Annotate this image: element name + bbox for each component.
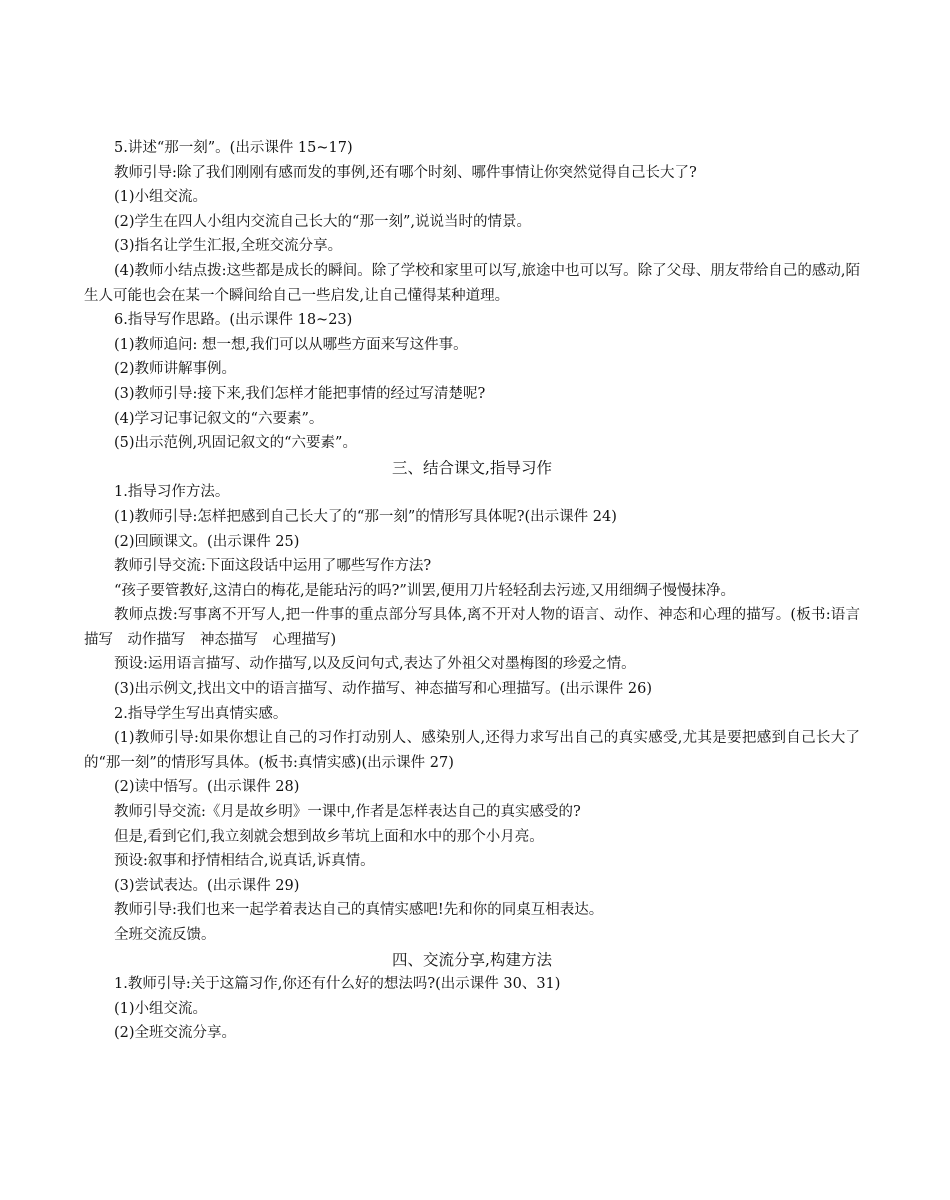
teacher-guide-text: 教师引导:除了我们刚刚有感而发的事例,还有哪个时刻、哪件事情让你突然觉得自己长大了?	[114, 164, 697, 181]
list-item: (3)出示例文,找出文中的语言描写、动作描写、神态描写和心理描写。(出示课件 26)	[114, 681, 653, 698]
list-item: (1)小组交流。	[114, 1000, 208, 1017]
body-text: 全班交流反馈。	[114, 927, 216, 943]
step-1-title: 1.教师引导:关于这篇习作,你还有什么好的想法吗?(出示课件 30、31)	[114, 976, 561, 993]
list-item: (3)尝试表达。(出示课件 29)	[114, 877, 300, 894]
list-item: (1)小组交流。	[114, 189, 208, 206]
preset-answer: 预设:叙事和抒情相结合,说真话,诉真情。	[114, 853, 375, 870]
list-item: (3)指名让学生汇报,全班交流分享。	[114, 238, 343, 255]
summary-paragraph: (4)教师小结点拨:这些都是成长的瞬间。除了学校和家里可以写,旅途中也可以写。除了父母、朋友带给自己的感动,陌生人可能也会在某一个瞬间给自己一些启发,让自己懂得某种道理。	[84, 262, 860, 304]
list-item: (2)学生在四人小组内交流自己长大的“那一刻”,说说当时的情景。	[114, 213, 531, 230]
list-item: (1)教师追问: 想一想,我们可以从哪些方面来写这件事。	[114, 336, 468, 353]
preset-answer: 预设:运用语言描写、动作描写,以及反问句式,表达了外祖父对墨梅图的珍爱之情。	[114, 656, 636, 673]
quote-text: “孩子要管教好,这清白的梅花,是能玷污的吗?”训罢,便用刀片轻轻刮去污迹,又用细绸子慢慢抹净。	[114, 582, 736, 599]
step-5-title: 5.讲述“那一刻”。(出示课件 15~17)	[114, 140, 353, 156]
step-1-title: 1.指导习作方法。	[114, 484, 230, 501]
step-2-title: 2.指导学生写出真情实感。	[114, 705, 288, 722]
list-item: (2)读中悟写。(出示课件 28)	[114, 779, 300, 796]
list-item: (2)回顾课文。(出示课件 25)	[114, 533, 300, 550]
list-item: (5)出示范例,巩固记叙文的“六要素”。	[114, 435, 357, 452]
document-page	[84, 136, 860, 1046]
step-6-title: 6.指导写作思路。(出示课件 18~23)	[114, 312, 353, 329]
teacher-guide-paragraph: (1)教师引导:如果你想让自己的习作打动别人、感染别人,还得力求写出自己的真实感受,尤其是要把感到自己长大了的“那一刻”的情形写具体。(板书:真情实感)(出示课件 27)	[84, 730, 860, 771]
teacher-tip-paragraph: 教师点拨:写事离不开写人,把一件事的重点部分写具体,离不开对人物的语言、动作、神态和心理的描写。(板书:语言描写 动作描写 神态描写 心理描写)	[84, 607, 860, 648]
teacher-guide-text: 教师引导交流:下面这段话中运用了哪些写作方法?	[114, 558, 432, 575]
list-item: (3)教师引导:接下来,我们怎样才能把事情的经过写清楚呢?	[114, 385, 486, 402]
section-heading-4: 四、交流分享,构建方法	[392, 950, 552, 969]
list-item: (2)全班交流分享。	[114, 1025, 237, 1042]
section-heading-3: 三、结合课文,指导习作	[392, 458, 552, 477]
teacher-guide-text: 教师引导交流:《月是故乡明》一课中,作者是怎样表达自己的真实感受的?	[114, 804, 581, 821]
teacher-guide-text: 教师引导:我们也来一起学着表达自己的真情实感吧!先和你的同桌互相表达。	[114, 902, 604, 919]
list-item: (4)学习记事记叙文的“六要素”。	[114, 410, 324, 427]
list-item: (2)教师讲解事例。	[114, 361, 237, 378]
quote-text: 但是,看到它们,我立刻就会想到故乡苇坑上面和水中的那个小月亮。	[114, 828, 544, 845]
list-item: (1)教师引导:怎样把感到自己长大了的“那一刻”的情形写具体呢?(出示课件 24)	[114, 508, 617, 525]
